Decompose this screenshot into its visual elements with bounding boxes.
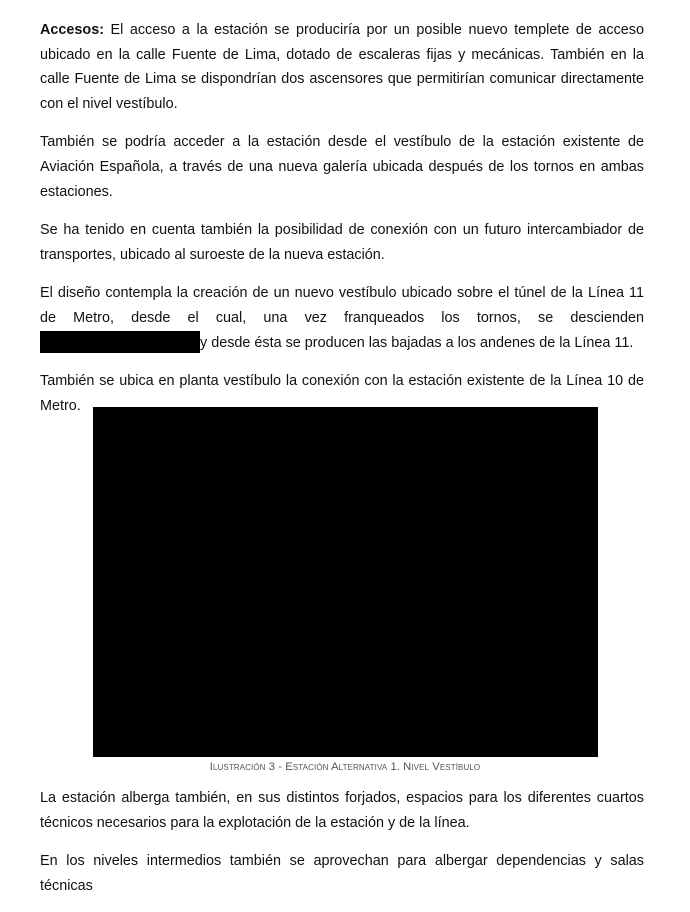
document-body-top [40,18,644,432]
paragraph-aviacion [40,130,644,204]
paragraph-text: y desde ésta se producen las bajadas a los andenes de la Línea 11. [200,334,634,351]
paragraph-lead: Accesos: [40,22,104,38]
paragraph-text: También se ubica en planta vestíbulo la conexión con la estación existente de la Línea 10 de Metro. [40,373,644,414]
paragraph-intercambiador [40,218,644,267]
paragraph-vestibulo [40,281,644,355]
document-body-bottom [40,786,644,912]
paragraph-text: La estación alberga también, en sus distintos forjados, espacios para los diferentes cuartos técnicos necesarios para la explotación de la estación y de la línea. [40,790,644,831]
paragraph-text: El acceso a la estación se produciría por un posible nuevo templete de acceso ubicado en la calle Fuente de Lima, dotado de escaleras fijas y mecánicas. También en la calle Fuente de Lima se dispondrían dos ascensores que permitirían comunicar directamente con el nivel vestíbulo. [40,22,644,112]
paragraph-text: También se podría acceder a la estación desde el vestíbulo de la estación existente de Aviación Española, a través de una nueva galería ubicada después de los tornos en ambas estaciones. [40,134,644,200]
paragraph-accesos [40,18,644,116]
paragraph-cuartos-tecnicos [40,786,644,835]
redacted-figure-image [93,407,598,757]
figure-caption: Ilustración 3 - Estación Alternativa 1. Nivel Vestíbulo [209,761,481,773]
redaction-box [40,331,200,353]
paragraph-text: En los niveles intermedios también se aprovechan para albergar dependencias y salas técnicas [40,853,644,894]
paragraph-text: Se ha tenido en cuenta también la posibilidad de conexión con un futuro intercambiador de transportes, ubicado al suroeste de la nueva estación. [40,222,644,263]
paragraph-text: El diseño contempla la creación de un nuevo vestíbulo ubicado sobre el túnel de la Línea 11 de Metro, desde el cual, una vez franqueados los tornos, se descienden [40,285,644,326]
paragraph-niveles-intermedios [40,849,644,898]
